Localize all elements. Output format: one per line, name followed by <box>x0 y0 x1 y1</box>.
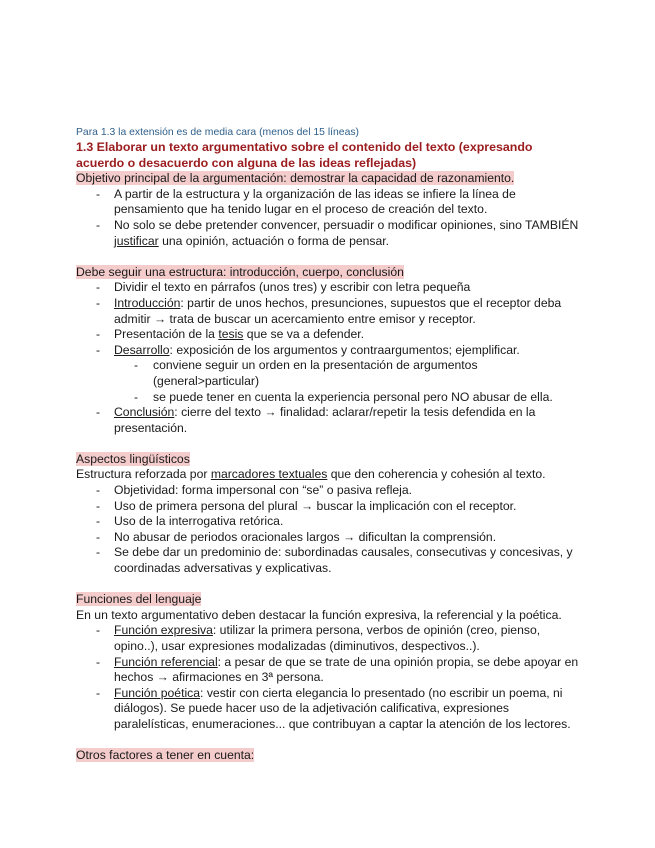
linguistic-heading: Aspectos lingüísticos <box>76 451 190 466</box>
functions-list <box>76 623 581 732</box>
list-item: - Introducción: partir de unos hechos, presunciones, supuestos que el receptor deba admitir → trata de buscar un acercamiento entre emisor y receptor. <box>76 296 581 327</box>
linguistic-section <box>76 452 581 577</box>
other-heading: Otros factores a tener en cuenta: <box>76 748 255 763</box>
linguistic-list <box>76 483 581 577</box>
objective-list <box>76 187 581 249</box>
list-item: - Uso de primera persona del plural → buscar la implicación con el receptor. <box>76 499 581 515</box>
structure-list <box>76 280 581 436</box>
page-title: 1.3 Elaborar un texto argumentativo sobre el contenido del texto (expresando acuerdo o desacuerdo con alguna de las ideas reflejadas) <box>76 140 533 170</box>
list-item: - Desarrollo: exposición de los argumentos y contraargumentos; ejemplificar. <box>76 343 581 359</box>
list-item: - Función poética: vestir con cierta elegancia lo presentado (no escribir un poema, ni diálogos). Se puede hacer uso de la adjetivación calificativa, expresiones paralelísticas, enumeraciones... que contribuyan a captar la atención de los lectores. <box>76 686 581 733</box>
list-item: - Dividir el texto en párrafos (unos tres) y escribir con letra pequeña <box>76 280 581 296</box>
list-item: - Se debe dar un predominio de: subordinadas causales, consecutivas y concesivas, y coordinadas adversativas y explicativas. <box>76 545 581 576</box>
list-item: - Presentación de la tesis que se va a defender. <box>76 327 581 343</box>
underlined-term: justificar <box>114 233 159 248</box>
functions-section <box>76 592 581 732</box>
list-item: - A partir de la estructura y la organización de las ideas se infiere la línea de pensamiento que ha tenido lugar en el proceso de creación del texto. <box>76 187 581 218</box>
list-item: - Función referencial: a pesar de que se trate de una opinión propia, se debe apoyar en hechos → afirmaciones en 3ª persona. <box>76 655 581 686</box>
underlined-term: Función expresiva <box>114 623 213 638</box>
functions-heading: Funciones del lenguaje <box>76 592 202 607</box>
underlined-term: Función poética <box>114 685 201 700</box>
functions-intro: En un texto argumentativo deben destacar la función expresiva, la referencial y la poética. <box>76 607 562 622</box>
objective-heading: Objetivo principal de la argumentación: demostrar la capacidad de razonamiento. <box>76 171 515 186</box>
underlined-term: Desarrollo <box>114 342 170 357</box>
list-item: - Objetividad: forma impersonal con “se” o pasiva refleja. <box>76 483 581 499</box>
underlined-term: tesis <box>218 327 244 342</box>
underlined-term: Introducción <box>114 295 181 310</box>
structure-section <box>76 265 581 437</box>
structure-heading: Debe seguir una estructura: introducción, cuerpo, conclusión <box>76 264 404 279</box>
other-section <box>76 748 581 764</box>
sub-list-item: - se puede tener en cuenta la experiencia personal pero NO abusar de ella. <box>76 390 581 406</box>
list-item: - No solo se debe pretender convencer, persuadir o modificar opiniones, sino TAMBIÉN justificar una opinión, actuación o forma de pensar. <box>76 218 581 249</box>
list-item: - Función expresiva: utilizar la primera persona, verbos de opinión (creo, pienso, opino..), usar expresiones modalizadas (diminutivos, despectivos..). <box>76 623 581 654</box>
list-item: - Conclusión: cierre del texto → finalidad: aclarar/repetir la tesis defendida en la presentación. <box>76 405 581 436</box>
underlined-term: Conclusión <box>114 405 175 420</box>
list-item: - Uso de la interrogativa retórica. <box>76 514 581 530</box>
sub-list-item: - conviene seguir un orden en la presentación de argumentos (general>particular) <box>76 358 581 389</box>
objective-section <box>76 171 581 249</box>
linguistic-intro: Estructura reforzada por marcadores textuales que den coherencia y cohesión al texto. <box>76 467 546 482</box>
underlined-term: marcadores textuales <box>210 467 328 482</box>
list-item: - No abusar de periodos oracionales largos → dificultan la comprensión. <box>76 530 581 546</box>
underlined-term: Función referencial <box>114 654 218 669</box>
document-content <box>76 126 581 764</box>
length-note: Para 1.3 la extensión es de media cara (menos del 15 líneas) <box>76 127 360 138</box>
